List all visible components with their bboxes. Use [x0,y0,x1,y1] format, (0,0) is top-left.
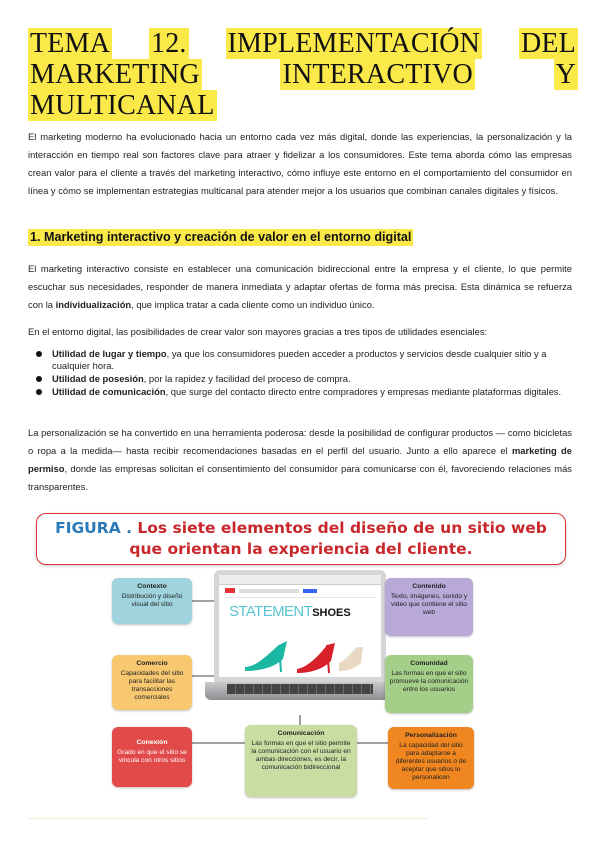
figure-caption-box [36,513,566,565]
title-word: MARKETING [30,59,200,90]
shoes-image [239,623,369,675]
bold-term: Utilidad de posesión [52,373,144,384]
title-line-2 [28,59,578,90]
document-title [28,28,578,121]
card-text: Grado en que el sitio se vincula con otros sitios [117,749,187,764]
list-item [36,373,572,385]
paragraph-text: La personalización se ha convertido en una herramienta poderosa: desde la posibilidad de configurar productos — como bicicletas o ropa a la medida— hasta recibir recomendaciones basadas en el perfil del usuario. Junto a ello aparece el [28,427,572,456]
card-text: Capacidades del sitio para facilitar las transacciones comerciales [120,670,184,701]
title-word: MULTICANAL [30,90,215,121]
card-text: Las formas en que el sitio permite la comunicación con el usuario en ambas direcciones, es decir, la comunicación bidireccional [251,740,351,771]
title-word: DEL [520,28,576,59]
title-word: 12. [151,28,187,59]
laptop-banner-text: STATEMENT [229,603,313,620]
bold-term: individualización [55,299,132,310]
card-title: Contenido [412,583,446,590]
figure-title-part: Los siete elementos del diseño de un sitio web [137,519,547,537]
title-line-3 [28,90,578,121]
card-text: La capacidad del sitio para adaptarse a diferentes usuarios o de aceptar que sitios lo personalicen [395,742,467,781]
card-title: Personalización [405,732,457,739]
section-paragraph-2: En el entorno digital, las posibilidades de crear valor son mayores gracias a tres tipos de utilidades esenciales: [28,326,488,337]
section-heading: 1. Marketing interactivo y creación de valor en el entorno digital [30,230,412,244]
title-line-1 [28,28,578,59]
card-title: Conexión [136,739,168,746]
bold-term: Utilidad de lugar y tiempo [52,348,167,359]
list-item [36,386,572,398]
card-title: Comercio [136,660,168,667]
card-contexto [112,578,192,624]
laptop-banner-text: SHOES [312,607,351,619]
section-paragraph-1 [28,260,572,314]
title-word: INTERACTIVO [282,59,473,90]
list-item-text: , ya que los consumidores pueden acceder a productos y servicios desde cualquier sitio y a cualquier hora. [52,348,547,371]
title-word: Y [555,59,576,90]
title-word: TEMA [30,28,111,59]
figure-label: FIGURA . [55,519,132,537]
title-word: IMPLEMENTACIÓN [227,28,481,59]
intro-paragraph: El marketing moderno ha evolucionado hacia un entorno cada vez más digital, donde las experiencias, la personalización y la interacción en tiempo real son factores clave para atraer y fidelizar a los consumidores. Este tema aborda cómo las empresas crean valor para el cliente a través del marketing interactivo, cómo influye este entorno en el comportamiento del consumidor en línea y cómo se implementan estrategias multicanal para atender mejor a los usuarios que combinan canales digitales y físicos. [28,131,572,196]
card-personalizacion [388,727,474,789]
laptop-illustration [205,570,395,712]
card-text: Distribución y diseño visual del sitio [121,593,183,608]
card-comercio [112,655,192,710]
figure-caption-line-1 [37,518,565,539]
section-paragraph-3 [28,424,572,496]
utilities-list [36,348,572,399]
card-title: Comunidad [410,660,448,667]
bold-term: marketing de permiso [28,445,572,474]
paragraph-text: El marketing interactivo consiste en establecer una comunicación bidireccional entre la empresa y el cliente, lo que permite escuchar sus necesidades, responder de manera inmediata y adaptar ofertas de forma más precisa. Esta dinámica se refuerza con la [28,263,572,310]
card-comunicacion [245,725,357,797]
card-conexion [112,727,192,787]
paragraph-text: , que implica tratar a cada cliente como un individuo único. [131,299,375,310]
list-item-text: , por la rapidez y facilidad del proceso de compra. [143,373,351,384]
list-item-text: , que surge del contacto directo entre compradores y empresas mediante plataformas digitales. [165,386,562,397]
card-title: Contexto [137,583,167,590]
card-text: Las formas en que el sitio promueve la comunicación entre los usuarios [389,670,469,693]
card-comunidad [385,655,473,713]
bold-term: Utilidad de comunicación [52,386,166,397]
figure-caption-line-2: que orientan la experiencia del cliente. [129,540,473,558]
list-item [36,348,572,372]
card-title: Comunicación [277,730,325,737]
card-text: Texto, imágenes, sonido y video que contiene el sitio web [390,593,468,616]
paragraph-text: , donde las empresas solicitan el consentimiento del consumidor para comunicarse con él, favoreciendo relaciones más transparentes. [28,463,572,492]
card-contenido [385,578,473,636]
page-divider [28,818,428,819]
